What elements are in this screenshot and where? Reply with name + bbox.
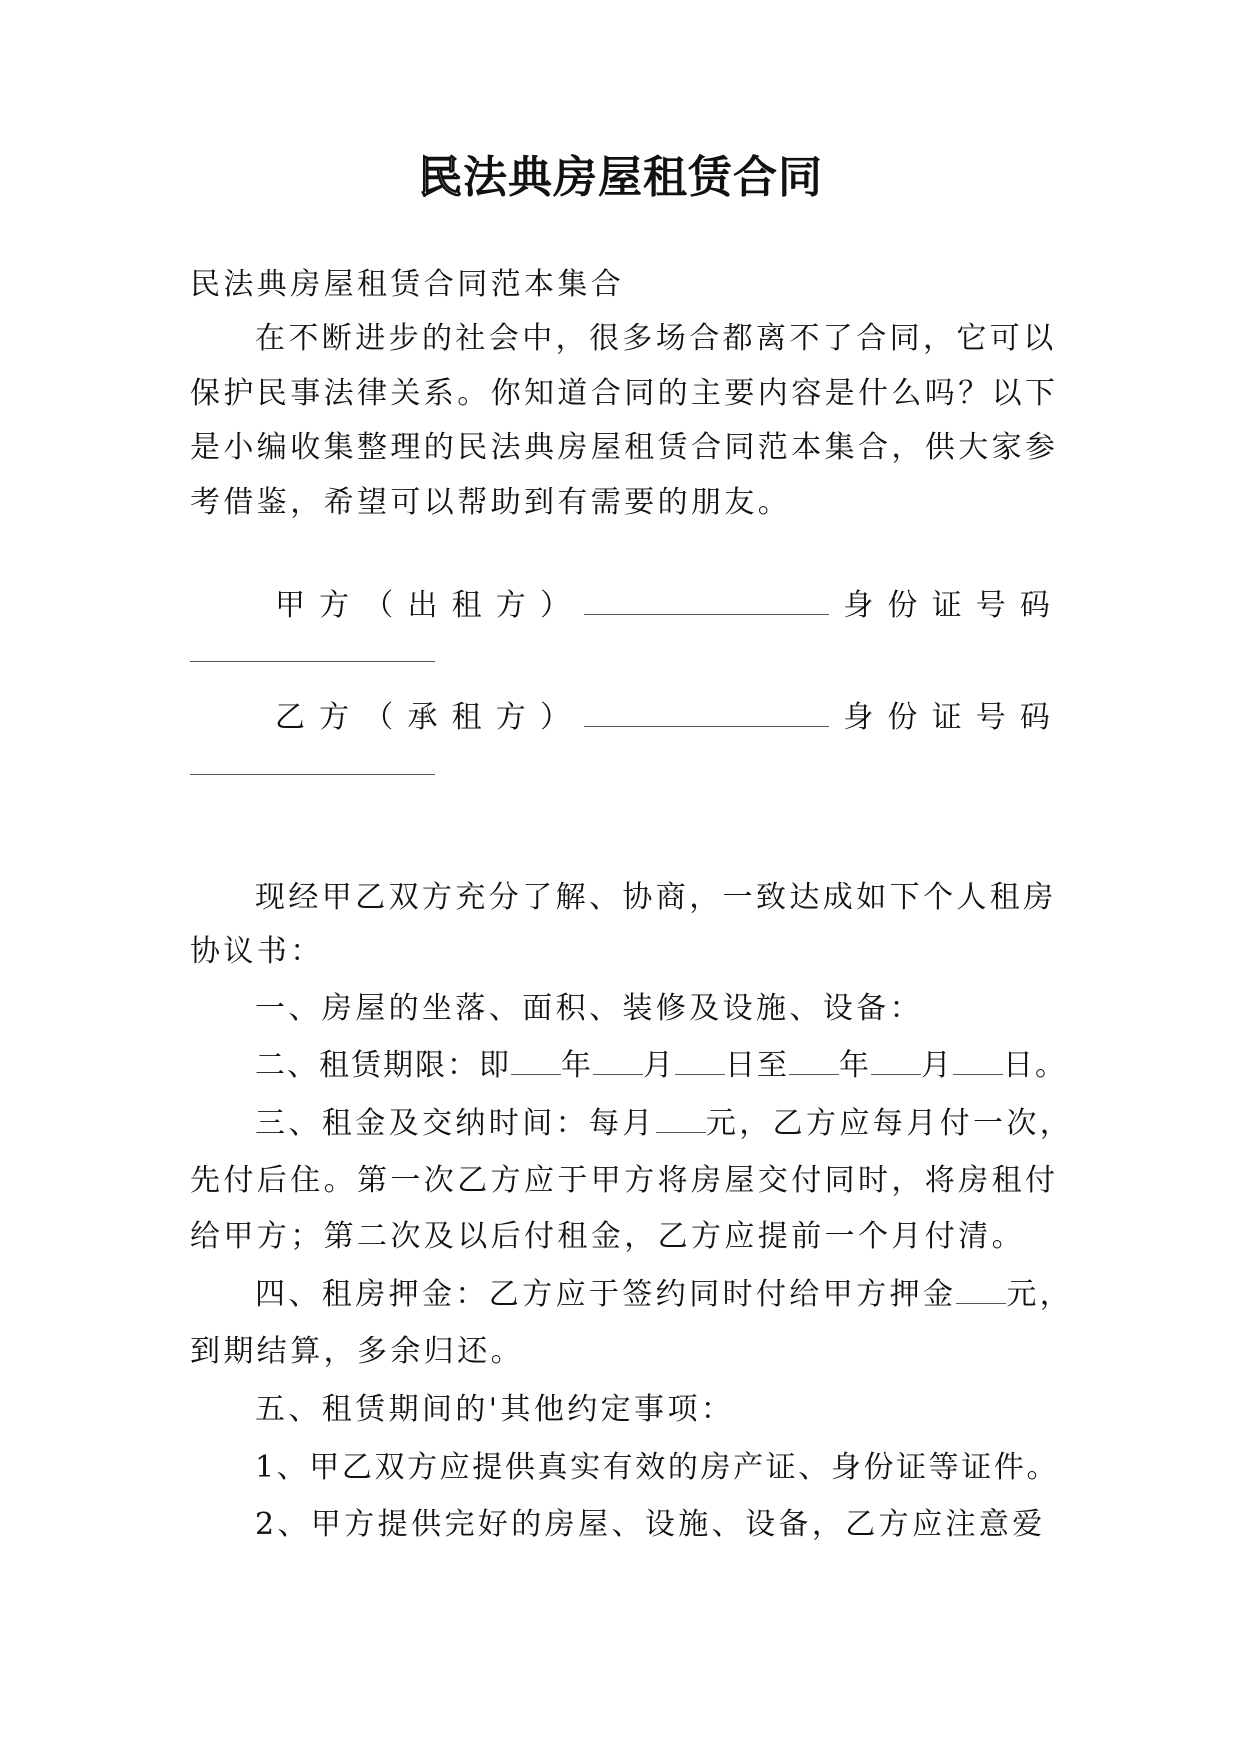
clause-3-line-3: 给甲方；第二次及以后付租金，乙方应提前一个月付清。 xyxy=(190,1219,1025,1254)
party-a-char: 方 xyxy=(495,588,526,623)
clause-2-prefix: 二、租赁期限：即 xyxy=(255,1048,511,1083)
clause-3-line-1 xyxy=(255,1104,1074,1144)
party-a-char: 方 xyxy=(319,588,350,623)
rent-blank xyxy=(656,1106,706,1133)
intro-line-4: 考借鉴，希望可以帮助到有需要的朋友。 xyxy=(190,485,792,520)
end-month-blank xyxy=(871,1048,921,1075)
party-a-id-char: 证 xyxy=(931,588,962,623)
clause-2-month: 月 xyxy=(643,1048,675,1083)
party-b-char: （ xyxy=(363,700,394,735)
clause-2-end-month: 月 xyxy=(921,1048,953,1083)
intro-line-3: 是小编收集整理的民法典房屋租赁合同范本集合，供大家参 xyxy=(190,430,1059,465)
clause-2 xyxy=(255,1046,1067,1086)
clause-1: 一、房屋的坐落、面积、装修及设施、设备： xyxy=(255,991,923,1026)
document-title xyxy=(0,148,1241,208)
end-day-blank xyxy=(953,1048,1003,1075)
intro-line-2: 保护民事法律关系。你知道合同的主要内容是什么吗？以下 xyxy=(190,376,1059,411)
party-a-id-char: 身 xyxy=(843,588,874,623)
party-a-id-char: 份 xyxy=(887,588,918,623)
party-a-char: 甲 xyxy=(275,588,305,623)
party-b-name-blank xyxy=(584,700,829,727)
party-b-id-char: 号 xyxy=(975,700,1006,735)
clause-2-end-year: 年 xyxy=(839,1048,871,1083)
party-b-id-char: 份 xyxy=(887,700,918,735)
party-b-id-char: 身 xyxy=(843,700,874,735)
agreement-line-1: 现经甲乙双方充分了解、协商，一致达成如下个人租房 xyxy=(255,880,1057,915)
party-b-char: ） xyxy=(539,700,570,735)
day-blank xyxy=(675,1048,725,1075)
intro-line-1: 在不断进步的社会中，很多场合都离不了合同，它可以 xyxy=(255,321,1057,356)
party-b-id-blank xyxy=(190,774,435,775)
party-a-char: （ xyxy=(363,588,394,623)
party-a-line xyxy=(275,586,1050,626)
end-year-blank xyxy=(789,1048,839,1075)
party-a-name-blank xyxy=(584,588,829,615)
clause-2-end-day: 日。 xyxy=(1003,1048,1067,1083)
clause-3-line-2: 先付后住。第一次乙方应于甲方将房屋交付同时，将房租付 xyxy=(190,1163,1059,1198)
item-1: 1、甲乙双方应提供真实有效的房产证、身份证等证件。 xyxy=(255,1450,1060,1485)
year-blank xyxy=(511,1048,561,1075)
clause-3-suffix: 元，乙方应每月付一次， xyxy=(705,1106,1074,1141)
agreement-line-2: 协议书： xyxy=(190,934,324,969)
clause-4-prefix: 四、租房押金：乙方应于签约同时付给甲方押金 xyxy=(255,1277,957,1312)
party-b-line xyxy=(275,698,1050,738)
party-a-id-blank xyxy=(190,661,435,662)
party-b-char: 乙 xyxy=(275,700,305,735)
party-b-char: 方 xyxy=(495,700,526,735)
clause-2-day-to: 日至 xyxy=(725,1048,789,1083)
party-b-char: 租 xyxy=(451,700,482,735)
party-a-id-char: 号 xyxy=(975,588,1006,623)
party-b-id-char: 码 xyxy=(1019,700,1050,735)
clause-4-line-1 xyxy=(255,1275,1074,1315)
title-rest: 法典房屋租赁合同 xyxy=(463,152,823,203)
party-a-char: 出 xyxy=(407,588,438,623)
item-2: 2、甲方提供完好的房屋、设施、设备，乙方应注意爱 xyxy=(255,1507,1046,1542)
title-first-char: 民 xyxy=(418,152,463,203)
clause-4-suffix: 元， xyxy=(1006,1277,1074,1312)
subtitle: 民法典房屋租赁合同范本集合 xyxy=(190,267,625,302)
party-b-char: 承 xyxy=(407,700,438,735)
party-b-char: 方 xyxy=(319,700,350,735)
clause-4-line-2: 到期结算，多余归还。 xyxy=(190,1334,524,1369)
clause-2-year: 年 xyxy=(561,1048,593,1083)
party-b-id-char: 证 xyxy=(931,700,962,735)
month-blank xyxy=(593,1048,643,1075)
party-a-char: 租 xyxy=(451,588,482,623)
clause-5: 五、租赁期间的'其他约定事项： xyxy=(255,1392,735,1427)
deposit-blank xyxy=(956,1277,1006,1304)
party-a-id-char: 码 xyxy=(1019,588,1050,623)
party-a-char: ） xyxy=(539,588,570,623)
clause-3-prefix: 三、租金及交纳时间：每月 xyxy=(255,1106,656,1141)
